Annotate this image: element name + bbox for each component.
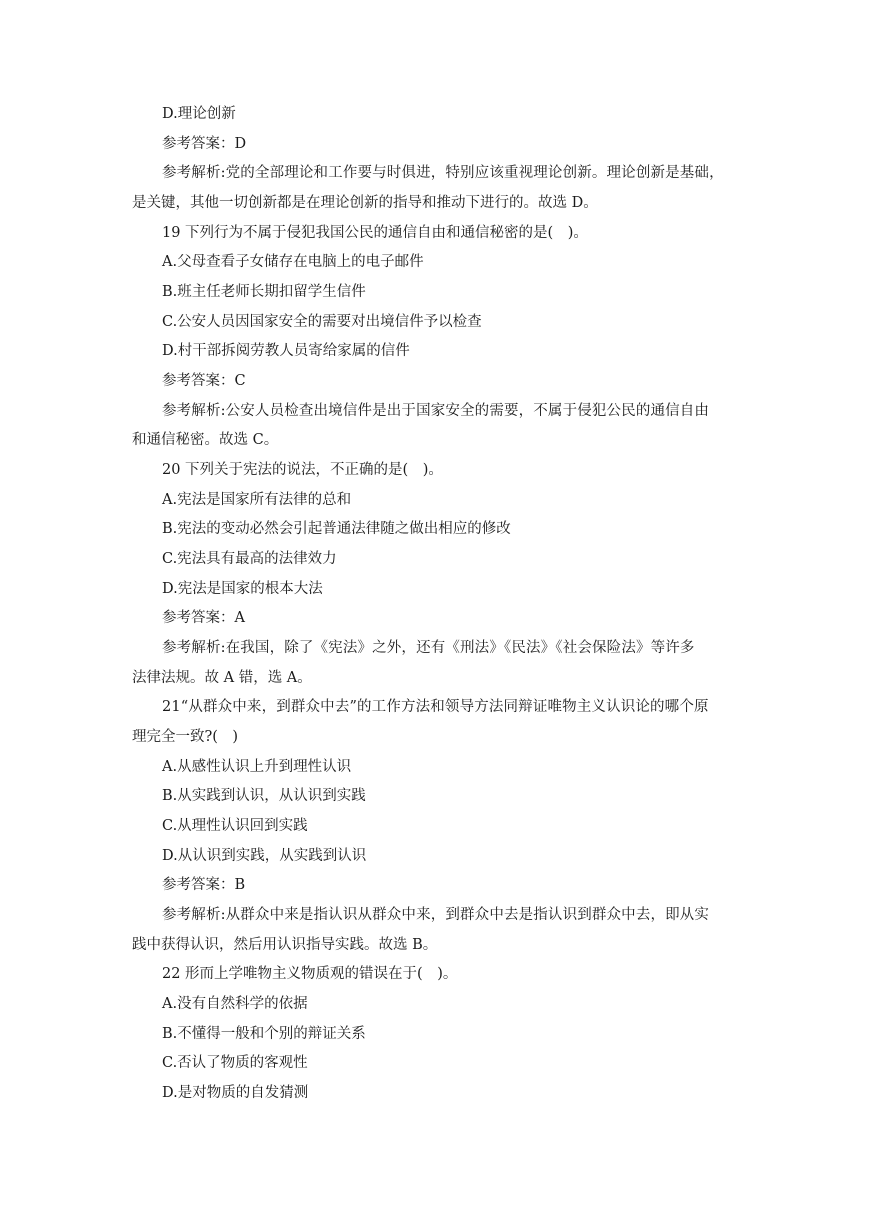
option-d-q18: D.理论创新 [162,106,236,122]
question-19: 19 下列行为不属于侵犯我国公民的通信自由和通信秘密的是( )。 [162,225,588,241]
analysis-q18-line1: 参考解析:党的全部理论和工作要与时俱进，特别应该重视理论创新。理论创新是基础， [162,165,724,181]
answer-q21: 参考答案：B [162,877,246,893]
answer-q18: 参考答案：D [162,136,247,152]
option-c-q20: C.宪法具有最高的法律效力 [162,551,337,567]
option-c-q22: C.否认了物质的客观性 [162,1055,308,1071]
option-b-q22: B.不懂得一般和个别的辩证关系 [162,1026,366,1042]
option-a-q19: A.父母查看子女储存在电脑上的电子邮件 [162,254,424,270]
analysis-q18-line2: 是关键，其他一切创新都是在理论创新的指导和推动下进行的。故选 D。 [132,195,598,211]
option-a-q20: A.宪法是国家所有法律的总和 [162,492,352,508]
option-b-q21: B.从实践到认识，从认识到实践 [162,788,366,804]
option-b-q19: B.班主任老师长期扣留学生信件 [162,284,366,300]
analysis-q20-line2: 法律法规。故 A 错，选 A。 [132,670,312,686]
analysis-q19-line1: 参考解析:公安人员检查出境信件是出于国家安全的需要，不属于侵犯公民的通信自由 [162,403,710,419]
option-d-q21: D.从认识到实践，从实践到认识 [162,848,367,864]
analysis-q19-line2: 和通信秘密。故选 C。 [132,432,279,448]
answer-q19: 参考答案：C [162,373,246,389]
option-d-q19: D.村干部拆阅劳教人员寄给家属的信件 [162,343,410,359]
answer-q20: 参考答案：A [162,610,245,626]
question-20: 20 下列关于宪法的说法，不正确的是( )。 [162,462,443,478]
option-c-q19: C.公安人员因国家安全的需要对出境信件予以检查 [162,314,482,330]
analysis-q21-line1: 参考解析:从群众中来是指认识从群众中来，到群众中去是指认识到群众中去，即从实 [162,907,710,923]
analysis-q20-line1: 参考解析:在我国，除了《宪法》之外，还有《刑法》《民法》《社会保险法》等许多 [162,640,695,656]
question-21-line1: 21“从群众中来，到群众中去”的工作方法和领导方法同辩证唯物主义认识论的哪个原 [162,699,709,715]
option-a-q21: A.从感性认识上升到理性认识 [162,759,352,775]
option-b-q20: B.宪法的变动必然会引起普通法律随之做出相应的修改 [162,521,511,537]
option-d-q22: D.是对物质的自发猜测 [162,1085,309,1101]
option-d-q20: D.宪法是国家的根本大法 [162,581,323,597]
option-a-q22: A.没有自然科学的依据 [162,996,308,1012]
analysis-q21-line2: 践中获得认识，然后用认识指导实践。故选 B。 [132,937,438,953]
question-22: 22 形而上学唯物主义物质观的错误在于( )。 [162,966,458,982]
option-c-q21: C.从理性认识回到实践 [162,818,308,834]
question-21-line2: 理完全一致?( ) [132,729,239,745]
